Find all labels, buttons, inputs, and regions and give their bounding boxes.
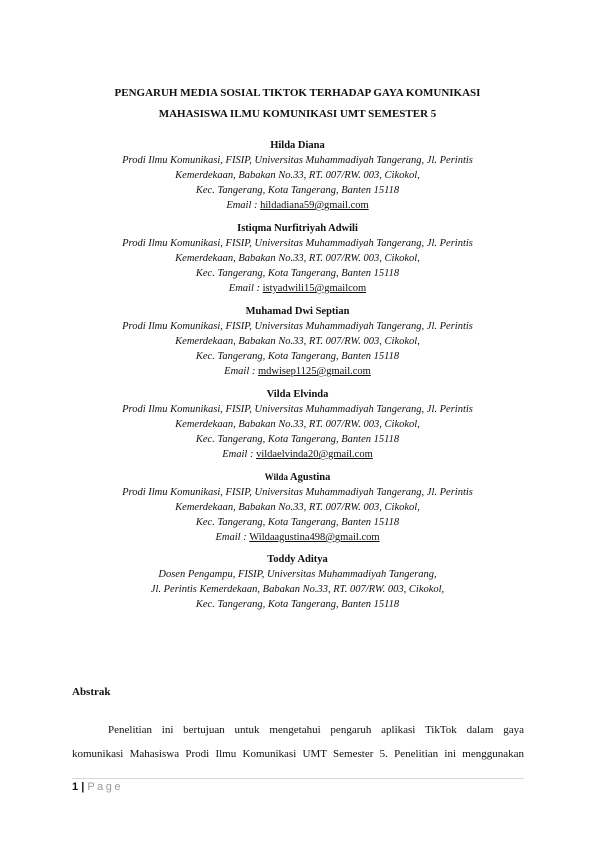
- abstract-line-1: Penelitian ini bertujuan untuk mengetahui pengaruh aplikasi TikTok dalam gaya: [108, 724, 524, 736]
- author-block-2: [40, 221, 555, 296]
- author-block-3: [40, 304, 555, 379]
- affiliation-line: Prodi Ilmu Komunikasi, FISIP, Universitas Muhammadiyah Tangerang, Jl. Perintis: [122, 404, 473, 415]
- affiliation-line: Kemerdekaan, Babakan No.33, RT. 007/RW. 003, Cikokol,: [175, 502, 420, 513]
- footer-divider: [72, 778, 524, 779]
- email-link[interactable]: istyadwili15@gmailcom: [262, 283, 367, 294]
- author-block-4: [40, 387, 555, 462]
- author-name: Toddy Aditya: [267, 554, 328, 565]
- author-block-5: [40, 470, 555, 545]
- affiliation-line: Prodi Ilmu Komunikasi, FISIP, Universitas Muhammadiyah Tangerang, Jl. Perintis: [122, 321, 473, 332]
- affiliation-line: Kec. Tangerang, Kota Tangerang, Banten 15118: [195, 599, 400, 610]
- email-line: [40, 198, 555, 213]
- title-line-2: MAHASISWA ILMU KOMUNIKASI UMT SEMESTER 5: [158, 108, 437, 120]
- affiliation-line: Jl. Perintis Kemerdekaan, Babakan No.33, RT. 007/RW. 003, Cikokol,: [150, 584, 445, 595]
- affiliation-line: Kec. Tangerang, Kota Tangerang, Banten 15118: [195, 268, 400, 279]
- affiliation-line: Prodi Ilmu Komunikasi, FISIP, Universitas Muhammadiyah Tangerang, Jl. Perintis: [122, 238, 473, 249]
- affiliation-line: Kec. Tangerang, Kota Tangerang, Banten 15118: [195, 434, 400, 445]
- email-line: [40, 364, 555, 379]
- author-name: [40, 470, 555, 485]
- title-line-1: PENGARUH MEDIA SOSIAL TIKTOK TERHADAP GAYA KOMUNIKASI: [114, 87, 481, 99]
- affiliation-line: Kemerdekaan, Babakan No.33, RT. 007/RW. 003, Cikokol,: [175, 170, 420, 181]
- email-line: [40, 447, 555, 462]
- affiliation-line: Kemerdekaan, Babakan No.33, RT. 007/RW. 003, Cikokol,: [175, 336, 420, 347]
- email-label: Email :: [228, 283, 263, 294]
- footer-separator: |: [81, 781, 85, 793]
- email-label: Email :: [215, 532, 250, 543]
- affiliation-line: Prodi Ilmu Komunikasi, FISIP, Universitas Muhammadiyah Tangerang, Jl. Perintis: [122, 155, 473, 166]
- email-link[interactable]: Wildaagustina498@gmail.com: [249, 532, 380, 543]
- author-block-6: [40, 552, 555, 612]
- email-line: [40, 530, 555, 545]
- email-link[interactable]: hildadiana59@gmail.com: [260, 200, 369, 211]
- affiliation-line: Kec. Tangerang, Kota Tangerang, Banten 15118: [195, 351, 400, 362]
- author-name: Hilda Diana: [270, 140, 325, 151]
- author-name: Vilda Elvinda: [266, 389, 329, 400]
- author-name-first: Wilda: [264, 472, 289, 482]
- page-number: 1: [72, 781, 79, 793]
- email-link[interactable]: vildaelvinda20@gmail.com: [256, 449, 373, 460]
- author-name-last: Agustina: [288, 472, 331, 483]
- email-label: Email :: [222, 449, 257, 460]
- author-name: Muhamad Dwi Septian: [245, 306, 350, 317]
- affiliation-line: Kec. Tangerang, Kota Tangerang, Banten 15118: [195, 517, 400, 528]
- email-line: [40, 281, 555, 296]
- affiliation-line: Kemerdekaan, Babakan No.33, RT. 007/RW. 003, Cikokol,: [175, 253, 420, 264]
- email-label: Email :: [226, 200, 261, 211]
- abstract-line-2: komunikasi Mahasiswa Prodi Ilmu Komunikasi UMT Semester 5. Penelitian ini menggunakan: [72, 748, 524, 760]
- affiliation-line: Prodi Ilmu Komunikasi, FISIP, Universitas Muhammadiyah Tangerang, Jl. Perintis: [122, 487, 473, 498]
- author-block-1: [40, 138, 555, 213]
- page-label: Page: [87, 781, 124, 793]
- affiliation-line: Kemerdekaan, Babakan No.33, RT. 007/RW. 003, Cikokol,: [175, 419, 420, 430]
- page-footer: [72, 780, 123, 794]
- abstract-body: [72, 718, 524, 766]
- paper-title: [60, 83, 535, 125]
- author-name: Istiqma Nurfitriyah Adwili: [237, 223, 358, 234]
- affiliation-line: Kec. Tangerang, Kota Tangerang, Banten 15118: [195, 185, 400, 196]
- email-link[interactable]: mdwisep1125@gmail.com: [258, 366, 371, 377]
- affiliation-line: Dosen Pengampu, FISIP, Universitas Muhammadiyah Tangerang,: [158, 569, 437, 580]
- email-label: Email :: [224, 366, 258, 377]
- abstract-heading: Abstrak: [72, 686, 111, 698]
